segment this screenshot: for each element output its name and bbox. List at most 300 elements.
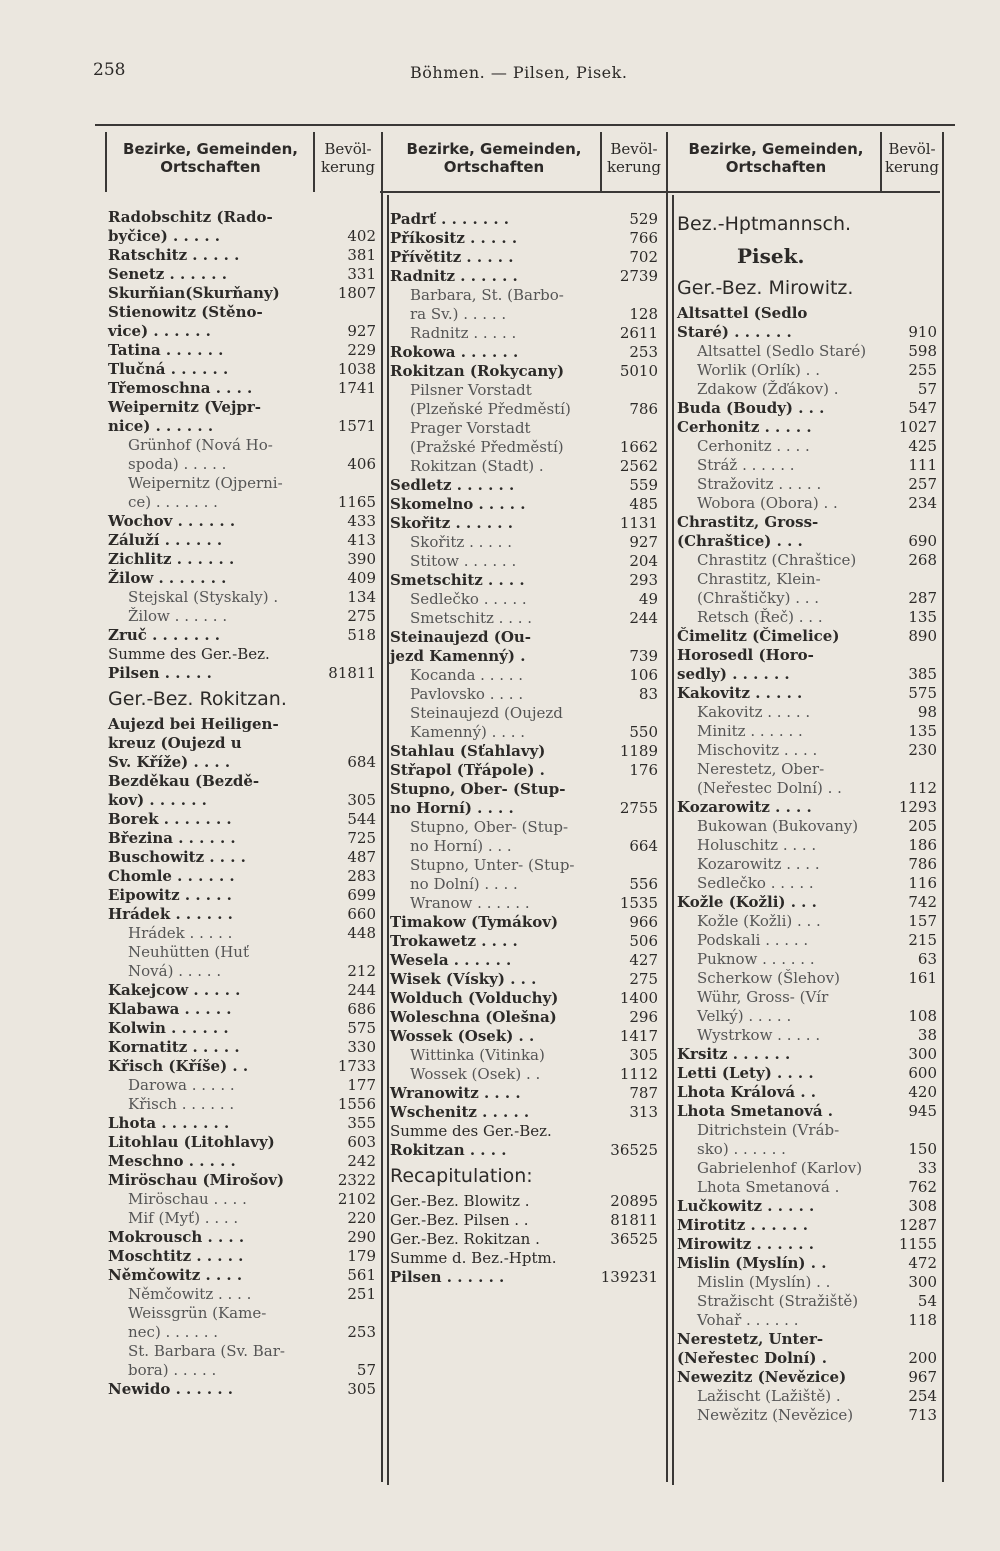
- place-name: Cerhonitz . . . .: [697, 437, 810, 455]
- population-value: 699: [347, 886, 376, 904]
- place-name: Sedlečko . . . . .: [697, 874, 814, 892]
- place-name: nice) . . . . . .: [108, 417, 214, 435]
- table-row: [108, 1171, 376, 1190]
- table-row: [390, 1027, 658, 1046]
- running-head: Böhmen. — Pilsen, Pisek.: [410, 63, 628, 82]
- table-row: [677, 437, 937, 456]
- population-value: 1027: [898, 418, 937, 436]
- place-name: Skořitz . . . . .: [410, 533, 512, 551]
- header-line: Bevöl-: [888, 140, 936, 158]
- table-row: [390, 305, 658, 324]
- table-row: [677, 361, 937, 380]
- table-row: [390, 989, 658, 1008]
- population-value: 305: [347, 791, 376, 809]
- population-value: 150: [908, 1140, 937, 1158]
- population-value: 300: [908, 1045, 937, 1063]
- place-name: Ratschitz . . . . .: [108, 246, 240, 264]
- table-row: [677, 741, 937, 760]
- place-name: Krsitz . . . . . .: [677, 1045, 791, 1063]
- table-row: [677, 418, 937, 437]
- place-name: Grünhof (Nová Ho-: [128, 436, 273, 454]
- population-value: 766: [629, 229, 658, 247]
- place-name: Tatina . . . . . .: [108, 341, 224, 359]
- table-row: [390, 742, 658, 761]
- population-value: 244: [629, 609, 658, 627]
- place-name: Letti (Lety) . . . .: [677, 1064, 814, 1082]
- population-value: 204: [629, 552, 658, 570]
- place-name: ce) . . . . . . .: [128, 493, 218, 511]
- population-value: 134: [347, 588, 376, 606]
- place-name: Wschenitz . . . . .: [390, 1103, 530, 1121]
- table-row: [677, 1007, 937, 1026]
- table-row: [108, 398, 376, 417]
- column-header-places-1: [108, 140, 313, 176]
- table-row: [108, 436, 376, 455]
- table-row: [677, 1026, 937, 1045]
- place-name: Březina . . . . . .: [108, 829, 236, 847]
- place-name: ra Sv.) . . . . .: [410, 305, 507, 323]
- table-row: [390, 381, 658, 400]
- table-row: [677, 931, 937, 950]
- header-line: Bezirke, Gemeinden,: [688, 140, 864, 158]
- place-name: Wossek (Osek) . .: [410, 1065, 541, 1083]
- place-name: Wochov . . . . . .: [108, 512, 236, 530]
- population-value: 598: [908, 342, 937, 360]
- table-row: [677, 684, 937, 703]
- place-name: Lučkowitz . . . . .: [677, 1197, 815, 1215]
- place-name: Zruč . . . . . . .: [108, 626, 221, 644]
- place-name: Steinaujezd (Ou-: [390, 628, 532, 646]
- table-row: [108, 1323, 376, 1342]
- place-name: Bukowan (Bukovany): [697, 817, 859, 835]
- table-row: [390, 1103, 658, 1122]
- place-name: Steinaujezd (Oujezd: [410, 704, 563, 722]
- place-name: (Chraštice) . . .: [677, 532, 803, 550]
- population-value: 487: [347, 848, 376, 866]
- population-value: 116: [908, 874, 937, 892]
- population-value: 1038: [337, 360, 376, 378]
- place-name: sko) . . . . . .: [697, 1140, 786, 1158]
- table-row: [108, 1000, 376, 1019]
- place-name: kreuz (Oujezd u: [108, 734, 242, 752]
- table-row: [390, 514, 658, 533]
- population-value: 253: [347, 1323, 376, 1341]
- population-value: 293: [629, 571, 658, 589]
- place-name: Altsattel (Sedlo Staré): [697, 342, 867, 360]
- place-name: Nerestetz, Unter-: [677, 1330, 824, 1348]
- table-row: [108, 493, 376, 512]
- table-row: [390, 1084, 658, 1103]
- table-row: [677, 1083, 937, 1102]
- population-value: 212: [347, 962, 376, 980]
- place-name: (Pražské Předměstí): [410, 438, 564, 456]
- population-value: 220: [347, 1209, 376, 1227]
- table-row: [677, 1064, 937, 1083]
- table-row: [677, 380, 937, 399]
- place-name: Bezděkau (Bezdě-: [108, 772, 260, 790]
- place-name: sedly) . . . . . .: [677, 665, 790, 683]
- header-line: Ortschaften: [160, 158, 261, 176]
- table-row: [677, 1216, 937, 1235]
- table-row: [677, 893, 937, 912]
- table-row: [108, 1342, 376, 1361]
- header-line: Bezirke, Gemeinden,: [406, 140, 582, 158]
- place-name: Miröschau . . . .: [128, 1190, 247, 1208]
- table-row: [677, 1140, 937, 1159]
- column-rule: [381, 132, 383, 1482]
- population-value: 506: [629, 932, 658, 950]
- table-row: [677, 494, 937, 513]
- population-value: 83: [638, 685, 658, 703]
- place-name: (Chraštičky) . . .: [697, 589, 820, 607]
- population-value: 275: [347, 607, 376, 625]
- place-name: Darowa . . . . .: [128, 1076, 235, 1094]
- population-value: 305: [629, 1046, 658, 1064]
- population-value: 2739: [619, 267, 658, 285]
- place-name: Stejskal (Styskaly) .: [128, 588, 279, 606]
- population-value: 786: [629, 400, 658, 418]
- population-value: 255: [908, 361, 937, 379]
- place-name: Přívětitz . . . . .: [390, 248, 514, 266]
- population-value: 575: [908, 684, 937, 702]
- place-name: Chrastitz (Chraštice): [697, 551, 857, 569]
- population-value: 275: [629, 970, 658, 988]
- table-row: [108, 1361, 376, 1380]
- table-row: [108, 588, 376, 607]
- place-name: Stupno, Ober- (Stup-: [390, 780, 566, 798]
- place-name: Stražischt (Stražiště): [697, 1292, 859, 1310]
- place-name: Stahlau (Sťahlavy): [390, 742, 546, 760]
- population-value: 1733: [337, 1057, 376, 1075]
- table-row: [677, 475, 937, 494]
- place-name: Staré) . . . . . .: [677, 323, 792, 341]
- place-name: no Horní) . . . .: [390, 799, 514, 817]
- place-name: Wolduch (Volduchy): [390, 989, 559, 1007]
- table-row: [390, 894, 658, 913]
- table-row: [108, 607, 376, 626]
- table-row: [390, 286, 658, 305]
- table-row: [677, 304, 937, 323]
- table-row: [677, 760, 937, 779]
- table-row: [677, 1045, 937, 1064]
- population-value: 200: [908, 1349, 937, 1367]
- header-line: kerung: [320, 158, 376, 176]
- table-row: [108, 455, 376, 474]
- table-row: [108, 379, 376, 398]
- column-rule: [942, 132, 944, 1482]
- population-value: 106: [629, 666, 658, 684]
- table-row: [108, 474, 376, 493]
- place-name: Žilow . . . . . .: [128, 607, 228, 625]
- table-row: [108, 531, 376, 550]
- population-value: 1189: [619, 742, 658, 760]
- population-value: 1556: [337, 1095, 376, 1113]
- place-name: Skořitz . . . . . .: [390, 514, 513, 532]
- table-row: [677, 1273, 937, 1292]
- column-2: [390, 210, 658, 1287]
- table-row: [390, 856, 658, 875]
- table-row: [108, 512, 376, 531]
- population-value: 54: [917, 1292, 937, 1310]
- table-row: [108, 1038, 376, 1057]
- population-value: 529: [629, 210, 658, 228]
- table-row: [390, 1008, 658, 1027]
- place-name: Rokitzan (Stadt) .: [410, 457, 544, 475]
- place-name: Buschowitz . . . .: [108, 848, 246, 866]
- table-row: [108, 848, 376, 867]
- table-row: [677, 1387, 937, 1406]
- place-name: jezd Kamenný) .: [390, 647, 526, 665]
- table-row: [108, 1247, 376, 1266]
- place-name: Mischovitz . . . .: [697, 741, 818, 759]
- place-name: Podskali . . . . .: [697, 931, 809, 949]
- place-name: Wühr, Gross- (Vír: [697, 988, 829, 1006]
- population-value: 966: [629, 913, 658, 931]
- table-row: [390, 267, 658, 286]
- population-value: 135: [908, 722, 937, 740]
- table-row: [390, 1046, 658, 1065]
- place-name: Příkositz . . . . .: [390, 229, 518, 247]
- place-name: Wossek (Osek) . .: [390, 1027, 535, 1045]
- place-name: Mokrousch . . . .: [108, 1228, 245, 1246]
- place-name: Třemoschna . . . .: [108, 379, 253, 397]
- population-value: 485: [629, 495, 658, 513]
- table-row: [390, 476, 658, 495]
- population-value: 330: [347, 1038, 376, 1056]
- population-value: 385: [908, 665, 937, 683]
- place-name: Scherkow (Šlehov): [697, 969, 840, 987]
- place-name: Ger.-Bez. Rokitzan .: [390, 1230, 540, 1248]
- population-value: 518: [347, 626, 376, 644]
- table-row: [108, 569, 376, 588]
- place-name: Chomle . . . . . .: [108, 867, 235, 885]
- place-name: Summe d. Bez.-Hptm.: [390, 1249, 557, 1267]
- population-value: 331: [347, 265, 376, 283]
- population-value: 20895: [610, 1192, 658, 1210]
- place-name: Altsattel (Sedlo: [677, 304, 808, 322]
- population-value: 112: [908, 779, 937, 797]
- place-name: nec) . . . . . .: [128, 1323, 219, 1341]
- table-row: [677, 779, 937, 798]
- place-name: (Neřestec Dolní) . .: [697, 779, 842, 797]
- place-name: Wesela . . . . . .: [390, 951, 512, 969]
- column-header-pop-2: [600, 140, 668, 176]
- table-row: [677, 570, 937, 589]
- section-heading: Bez.-Hptmannsch.: [677, 213, 852, 235]
- place-name: Radobschitz (Rado-: [108, 208, 273, 226]
- population-value: 2755: [619, 799, 658, 817]
- place-name: Timakow (Tymákov): [390, 913, 559, 931]
- place-name: Záluží . . . . . .: [108, 531, 223, 549]
- table-row: [108, 208, 376, 227]
- table-row: [390, 571, 658, 590]
- table-row: [677, 1121, 937, 1140]
- place-name: St. Barbara (Sv. Bar-: [128, 1342, 285, 1360]
- place-name: Padrť . . . . . . .: [390, 210, 510, 228]
- section-heading: Ger.-Bez. Mirowitz.: [677, 277, 854, 299]
- column-rule: [666, 132, 668, 1482]
- header-bottom-rule: [380, 191, 940, 193]
- table-row: [108, 1133, 376, 1152]
- place-name: Klabawa . . . . .: [108, 1000, 232, 1018]
- place-name: Žilow . . . . . . .: [108, 569, 227, 587]
- population-value: 1571: [337, 417, 376, 435]
- population-value: 406: [347, 455, 376, 473]
- table-row: [108, 981, 376, 1000]
- place-name: Lhota Králová . .: [677, 1083, 817, 1101]
- table-row: [677, 513, 937, 532]
- population-value: 550: [629, 723, 658, 741]
- table-row: [108, 1076, 376, 1095]
- place-name: no Horní) . . .: [410, 837, 512, 855]
- population-value: 57: [917, 380, 937, 398]
- place-name: Eipowitz . . . . .: [108, 886, 232, 904]
- table-row: [677, 1102, 937, 1121]
- table-row: [108, 924, 376, 943]
- place-name: Rokitzan . . . .: [390, 1141, 507, 1159]
- place-name: Ditrichstein (Vráb-: [697, 1121, 840, 1139]
- table-row: [677, 912, 937, 931]
- table-row: [390, 1268, 658, 1287]
- place-name: Skurňian(Skurňany): [108, 284, 280, 302]
- population-value: 242: [347, 1152, 376, 1170]
- place-name: Worlik (Orlík) . .: [697, 361, 820, 379]
- place-name: Kolwin . . . . . .: [108, 1019, 229, 1037]
- population-value: 305: [347, 1380, 376, 1398]
- table-row: [108, 1057, 376, 1076]
- place-name: bora) . . . . .: [128, 1361, 217, 1379]
- place-name: Radnitz . . . . .: [410, 324, 517, 342]
- population-value: 556: [629, 875, 658, 893]
- place-name: Pavlovsko . . . .: [410, 685, 524, 703]
- table-row: [108, 810, 376, 829]
- place-name: Hrádek . . . . . .: [108, 905, 233, 923]
- table-row: [677, 1254, 937, 1273]
- place-name: Sedletz . . . . . .: [390, 476, 515, 494]
- place-name: Mislin (Myslín) . .: [697, 1273, 831, 1291]
- population-value: 427: [629, 951, 658, 969]
- table-row: [677, 988, 937, 1007]
- place-name: Buda (Boudy) . . .: [677, 399, 825, 417]
- population-value: 128: [629, 305, 658, 323]
- place-name: Pilsen . . . . .: [108, 664, 212, 682]
- table-row: [390, 438, 658, 457]
- population-value: 1662: [619, 438, 658, 456]
- table-row: [677, 836, 937, 855]
- population-value: 108: [908, 1007, 937, 1025]
- population-value: 1400: [619, 989, 658, 1007]
- place-name: Tlučná . . . . . .: [108, 360, 229, 378]
- column-rule: [387, 195, 389, 1485]
- place-name: Zichlitz . . . . . .: [108, 550, 235, 568]
- table-top-rule: [95, 124, 955, 126]
- population-value: 268: [908, 551, 937, 569]
- table-row: [390, 932, 658, 951]
- population-value: 561: [347, 1266, 376, 1284]
- place-name: Wobora (Obora) . .: [697, 494, 838, 512]
- population-value: 600: [908, 1064, 937, 1082]
- population-value: 38: [917, 1026, 937, 1044]
- place-name: Wystrkow . . . . .: [697, 1026, 821, 1044]
- table-row: [108, 322, 376, 341]
- table-row: [390, 666, 658, 685]
- place-name: Aujezd bei Heiligen-: [108, 715, 279, 733]
- place-name: Neuhütten (Huť: [128, 943, 249, 961]
- section-heading: Ger.-Bez. Rokitzan.: [108, 688, 287, 710]
- population-value: 1741: [337, 379, 376, 397]
- table-row: [108, 753, 376, 772]
- population-value: 910: [908, 323, 937, 341]
- place-name: Meschno . . . . .: [108, 1152, 236, 1170]
- place-name: Mirotitz . . . . . .: [677, 1216, 808, 1234]
- table-row: [108, 772, 376, 791]
- place-name: Stupno, Unter- (Stup-: [410, 856, 575, 874]
- population-value: 205: [908, 817, 937, 835]
- population-value: 229: [347, 341, 376, 359]
- population-value: 111: [908, 456, 937, 474]
- column-rule: [672, 195, 674, 1485]
- population-value: 448: [347, 924, 376, 942]
- place-name: spoda) . . . . .: [128, 455, 227, 473]
- population-value: 36525: [610, 1230, 658, 1248]
- population-value: 1112: [619, 1065, 658, 1083]
- table-row: [390, 647, 658, 666]
- table-row: [390, 1065, 658, 1084]
- population-value: 135: [908, 608, 937, 626]
- place-name: Skomelno . . . . .: [390, 495, 526, 513]
- place-name: Summe des Ger.-Bez.: [390, 1122, 552, 1140]
- table-row: [108, 1019, 376, 1038]
- population-value: 472: [908, 1254, 937, 1272]
- table-row: [390, 1141, 658, 1160]
- table-row: [677, 1368, 937, 1387]
- column-header-places-3: [672, 140, 880, 176]
- population-value: 290: [347, 1228, 376, 1246]
- table-row: [677, 817, 937, 836]
- place-name: Stupno, Ober- (Stup-: [410, 818, 569, 836]
- table-row: [108, 1304, 376, 1323]
- table-row: [390, 590, 658, 609]
- table-row: [108, 626, 376, 645]
- population-value: 257: [908, 475, 937, 493]
- population-value: 118: [908, 1311, 937, 1329]
- table-row: [390, 913, 658, 932]
- place-name: Trokawetz . . . .: [390, 932, 518, 950]
- place-name: Smetschitz . . . .: [390, 571, 525, 589]
- place-name: Pilsen . . . . . .: [390, 1268, 505, 1286]
- table-row: [677, 399, 937, 418]
- table-row: [390, 761, 658, 780]
- place-name: Lažischt (Lažiště) .: [697, 1387, 841, 1405]
- table-row: [108, 867, 376, 886]
- header-line: kerung: [884, 158, 940, 176]
- population-value: 308: [908, 1197, 937, 1215]
- table-row: [108, 341, 376, 360]
- population-value: 1535: [619, 894, 658, 912]
- population-value: 57: [356, 1361, 376, 1379]
- place-name: Čimelitz (Čimelice): [677, 627, 840, 645]
- place-name: Kakovitz . . . . .: [677, 684, 803, 702]
- place-name: Moschtitz . . . . .: [108, 1247, 244, 1265]
- population-value: 176: [629, 761, 658, 779]
- place-name: Křisch . . . . . .: [128, 1095, 235, 1113]
- table-row: [108, 791, 376, 810]
- place-name: Retsch (Řeč) . . .: [697, 608, 823, 626]
- population-value: 927: [629, 533, 658, 551]
- population-value: 234: [908, 494, 937, 512]
- population-value: 684: [347, 753, 376, 771]
- place-name: (Plzeňské Předměstí): [410, 400, 571, 418]
